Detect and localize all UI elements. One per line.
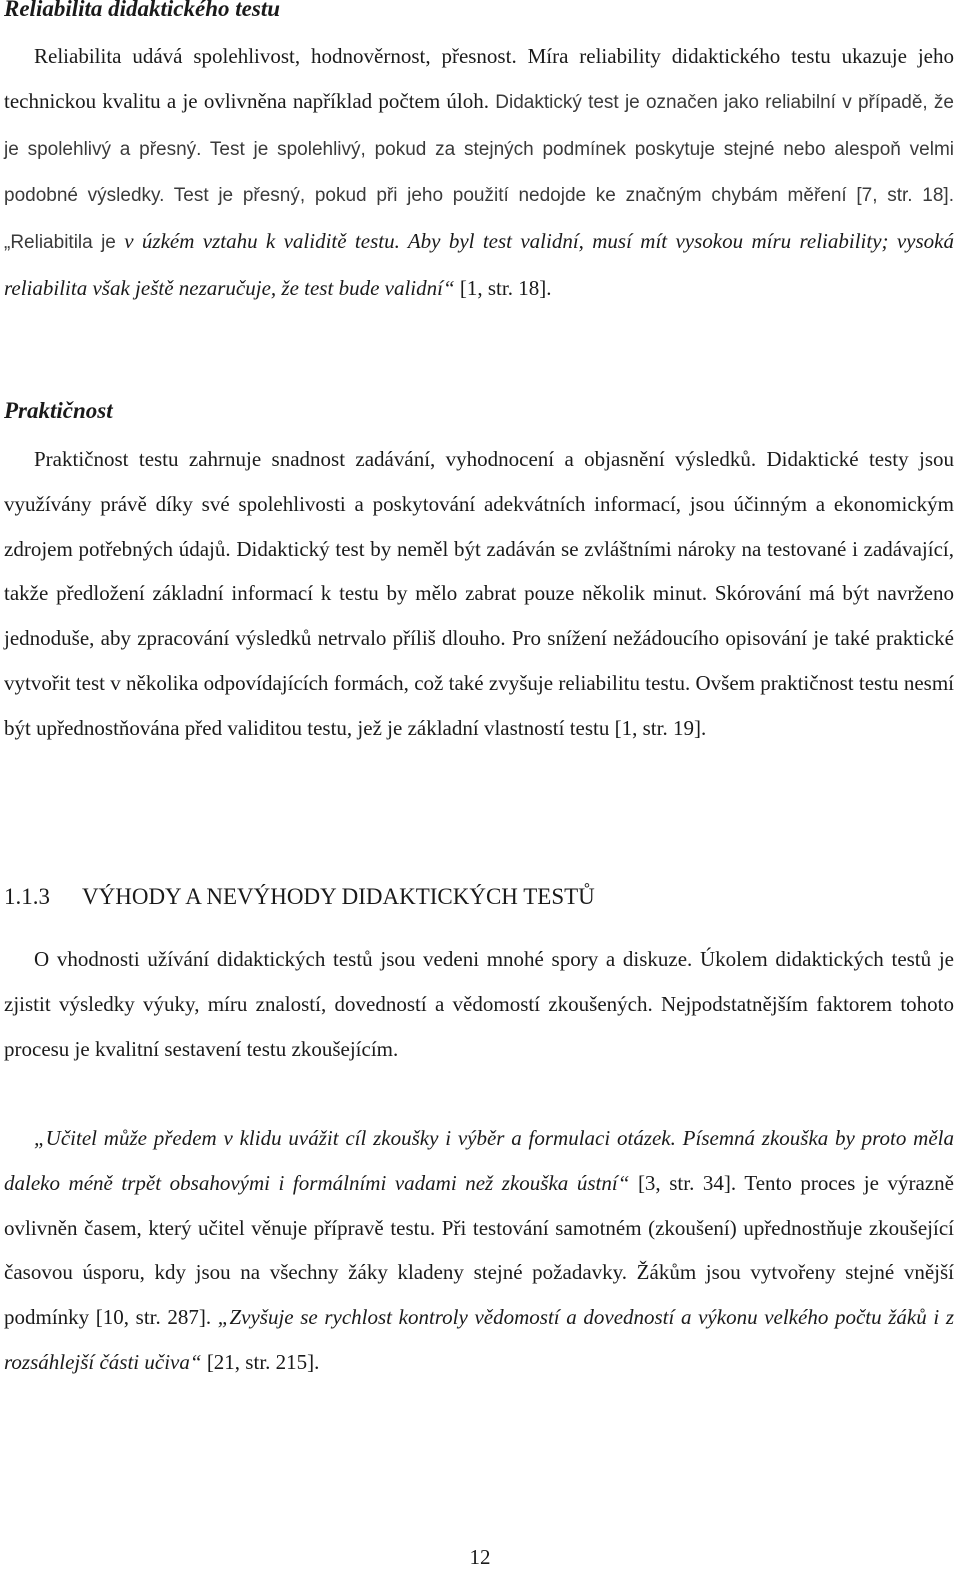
reliability-quote: v úzkém vztahu k validitě testu. Aby byl test validní, musí mít vysokou míru reliability; vysoká reliabilita však ještě nezaručuje, že test bude validní“ — [4, 229, 955, 300]
section-number: 1.1.3 — [4, 884, 50, 909]
section-title-text: VÝHODY A NEVÝHODY DIDAKTICKÝCH TESTŮ — [82, 884, 595, 909]
reliability-text-b: Didaktický test je označen jako reliabilní v případě, že je spolehlivý a přesný. — [4, 91, 954, 160]
reliability-text-d: Test je přesný, pokud při jeho použití nedojde ke značným chybám měření [7, str. 18]. — [164, 185, 954, 207]
reliability-text-e: „Reliabitila je — [4, 232, 125, 254]
speed-quote: „Zvyšuje se rychlost kontroly vědomostí a dovedností a výkonu velkého počtu žáků i z rozsáhlejší části učiva“ — [4, 1305, 954, 1374]
section-title — [4, 884, 595, 910]
reliability-paragraph — [4, 34, 954, 311]
reliability-text-a: Reliabilita udává spolehlivost, hodnověrnost, přesnost. Míra reliability didaktického testu ukazuje jeho technickou kvalitu a je ovlivněna například počtem úloh. — [4, 44, 954, 113]
teacher-quote: „Učitel může předem v klidu uvážit cíl zkoušky i výběr a formulaci otázek. Písemná zkouška by proto měla daleko méně trpět obsahovými i formálními vadami než zkouška ústní“ — [4, 1126, 954, 1195]
practicality-heading: Praktičnost — [4, 398, 113, 423]
advantages-text-1: [3, str. 34]. Tento proces je výrazně ovlivněn časem, který učitel věnuje přípravě testu. Při testování samotném (zkoušení) upřednostňuje zkoušející časovou úsporu, kdy jsou na všechny žáky kladeny stejné požadavky. Žákům jsou vytvořeny stejné vnější podmínky [10, str. 287]. — [4, 1170, 954, 1330]
advantages-paragraph-2 — [4, 1116, 954, 1385]
advantages-text-2: [21, str. 215]. — [201, 1349, 320, 1374]
reliability-citation: [1, str. 18]. — [454, 275, 552, 300]
practicality-paragraph: Praktičnost testu zahrnuje snadnost zadávání, vyhodnocení a objasnění výsledků. Didaktické testy jsou využívány právě díky své spolehlivosti a poskytování adekvátních informací, jsou účinným a ekonomickým zdrojem potřebných údajů. Didaktický test by neměl být zadáván se zvláštními nároky na testované i zadávající, takže předložení základní informací k testu by mělo zabrat pouze několik minut. Skórování má být navrženo jednoduše, aby zpracování výsledků netrvalo příliš dlouho. Pro snížení nežádoucího opisování je také praktické vytvořit test v několika odpovídajících formách, což také zvyšuje reliabilitu testu. Ovšem praktičnost testu nesmí být upřednostňována před validitou testu, jež je základní vlastností testu [1, str. 19]. — [4, 447, 954, 740]
advantages-paragraph-1: O vhodnosti užívání didaktických testů jsou vedeni mnohé spory a diskuze. Úkolem didaktických testů je zjistit výsledky výuky, míru znalostí, dovedností a vědomostí zkoušených. Nejpodstatnějším faktorem tohoto procesu je kvalitní sestavení testu zkoušejícím. — [4, 947, 954, 1061]
page-number: 12 — [469, 1545, 491, 1569]
reliability-heading: Reliabilita didaktického testu — [4, 0, 280, 21]
reliability-text-c: Test je spolehlivý, pokud za stejných podmínek poskytuje stejné nebo alespoň velmi podobné výsledky. — [4, 138, 954, 207]
